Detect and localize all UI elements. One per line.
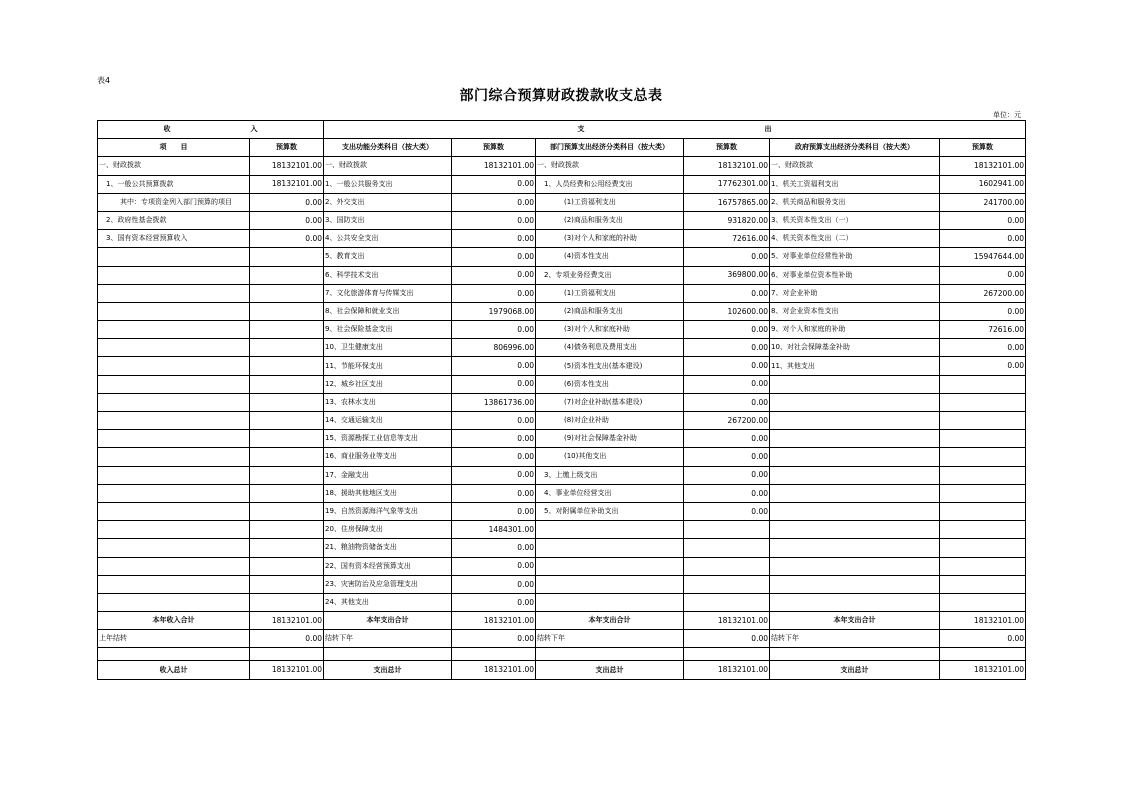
cell-dept-economic-item: (3)对个人和家庭补助 xyxy=(536,321,684,339)
cell-functional-item: 22、国有资本经营预算支出 xyxy=(324,557,452,575)
cell-functional-amount: 0.00 xyxy=(452,193,536,211)
cell-income-amount: 18132101.00 xyxy=(250,612,324,630)
cell-gov-economic-amount: 18132101.00 xyxy=(940,661,1026,679)
cell-dept-economic-amount: 369800.00 xyxy=(684,266,770,284)
cell-gov-economic-item xyxy=(770,448,940,466)
cell-income-item xyxy=(98,466,250,484)
cell-functional-amount: 0.00 xyxy=(452,412,536,430)
col-header-income-item: 项 目 xyxy=(98,139,250,157)
budget-table xyxy=(97,120,1026,680)
cell-functional-amount: 0.00 xyxy=(452,575,536,593)
cell-income-item: 收入总计 xyxy=(98,661,250,679)
cell-income-item xyxy=(98,284,250,302)
cell-dept-economic-amount: 18132101.00 xyxy=(684,157,770,175)
cell-gov-economic-amount xyxy=(940,375,1026,393)
cell-income-item xyxy=(98,484,250,502)
cell-dept-economic-amount: 102600.00 xyxy=(684,302,770,320)
cell-dept-economic-item: 支出总计 xyxy=(536,661,684,679)
cell-income-amount: 0.00 xyxy=(250,630,324,648)
cell-income-item xyxy=(98,321,250,339)
cell-functional-amount: 1979068.00 xyxy=(452,302,536,320)
cell-dept-economic-item xyxy=(536,557,684,575)
cell-gov-economic-amount: 72616.00 xyxy=(940,321,1026,339)
cell-dept-economic-amount: 0.00 xyxy=(684,284,770,302)
cell-functional-item: 3、国防支出 xyxy=(324,211,452,229)
table-row xyxy=(98,484,1026,502)
cell-gov-economic-item: 4、机关资本性支出（二） xyxy=(770,230,940,248)
cell-gov-economic-amount xyxy=(940,484,1026,502)
cell-functional-amount: 0.00 xyxy=(452,630,536,648)
cell-gov-economic-item xyxy=(770,484,940,502)
cell-dept-economic-amount: 0.00 xyxy=(684,393,770,411)
cell-functional-item: 15、资源勘探工业信息等支出 xyxy=(324,430,452,448)
cell-income-item xyxy=(98,430,250,448)
cell-functional-item: 4、公共安全支出 xyxy=(324,230,452,248)
cell-gov-economic-item xyxy=(770,575,940,593)
cell-income-amount: 0.00 xyxy=(250,193,324,211)
cell-gov-economic-amount: 0.00 xyxy=(940,339,1026,357)
col-header-gov-economic-amount: 预算数 xyxy=(940,139,1026,157)
cell-gov-economic-item: 3、机关资本性支出（一） xyxy=(770,211,940,229)
cell-functional-amount: 0.00 xyxy=(452,284,536,302)
cell-gov-economic-amount: 241700.00 xyxy=(940,193,1026,211)
cell-dept-economic-item: (4)债务利息及费用支出 xyxy=(536,339,684,357)
cell-dept-economic-item: (8)对企业补助 xyxy=(536,412,684,430)
cell-dept-economic-amount: 267200.00 xyxy=(684,412,770,430)
cell-dept-economic-amount: 0.00 xyxy=(684,248,770,266)
cell-gov-economic-amount: 0.00 xyxy=(940,230,1026,248)
table-row xyxy=(98,593,1026,611)
cell-gov-economic-amount xyxy=(940,539,1026,557)
cell-gov-economic-amount xyxy=(940,575,1026,593)
cell-dept-economic-item: 一、财政拨款 xyxy=(536,157,684,175)
income-section-header: 收 入 xyxy=(98,121,324,139)
cell-gov-economic-amount xyxy=(940,393,1026,411)
table-row xyxy=(98,557,1026,575)
cell-dept-economic-amount: 0.00 xyxy=(684,630,770,648)
cell-gov-economic-amount: 0.00 xyxy=(940,266,1026,284)
cell-functional-item: 8、社会保障和就业支出 xyxy=(324,302,452,320)
cell-dept-economic-amount: 0.00 xyxy=(684,502,770,520)
col-header-functional-category: 支出功能分类科目（按大类） xyxy=(324,139,452,157)
cell-functional-item: 16、商业服务业等支出 xyxy=(324,448,452,466)
cell-gov-economic-item: 1、机关工资福利支出 xyxy=(770,175,940,193)
cell-income-item xyxy=(98,412,250,430)
cell-functional-amount: 0.00 xyxy=(452,248,536,266)
cell-dept-economic-item: (2)商品和服务支出 xyxy=(536,211,684,229)
cell-gov-economic-item: 一、财政拨款 xyxy=(770,157,940,175)
cell-functional-item: 5、教育支出 xyxy=(324,248,452,266)
cell-gov-economic-item: 2、机关商品和服务支出 xyxy=(770,193,940,211)
col-header-gov-economic-category: 政府预算支出经济分类科目（按大类） xyxy=(770,139,940,157)
cell-dept-economic-item: 2、专项业务经费支出 xyxy=(536,266,684,284)
cell-income-amount xyxy=(250,502,324,520)
cell-functional-amount: 0.00 xyxy=(452,230,536,248)
cell-income-amount xyxy=(250,284,324,302)
cell-dept-economic-amount: 0.00 xyxy=(684,339,770,357)
cell-dept-economic-item: (6)资本性支出 xyxy=(536,375,684,393)
cell-gov-economic-item xyxy=(770,393,940,411)
cell-income-amount xyxy=(250,593,324,611)
table-row xyxy=(98,502,1026,520)
cell-income-item xyxy=(98,539,250,557)
cell-functional-amount: 0.00 xyxy=(452,448,536,466)
cell-dept-economic-amount: 16757865.00 xyxy=(684,193,770,211)
cell-dept-economic-item xyxy=(536,539,684,557)
cell-functional-item: 2、外交支出 xyxy=(324,193,452,211)
cell-income-amount xyxy=(250,539,324,557)
cell-gov-economic-item xyxy=(770,593,940,611)
table-row xyxy=(98,193,1026,211)
cell-income-item: 1、一般公共预算拨款 xyxy=(98,175,250,193)
cell-functional-amount: 0.00 xyxy=(452,539,536,557)
cell-gov-economic-item: 8、对企业资本性支出 xyxy=(770,302,940,320)
column-header-row xyxy=(98,139,1026,157)
cell-gov-economic-amount xyxy=(940,593,1026,611)
empty-cell xyxy=(536,648,684,661)
cell-income-amount xyxy=(250,484,324,502)
cell-gov-economic-amount: 0.00 xyxy=(940,302,1026,320)
cell-gov-economic-amount: 0.00 xyxy=(940,630,1026,648)
cell-dept-economic-item xyxy=(536,593,684,611)
cell-functional-item: 1、一般公共服务支出 xyxy=(324,175,452,193)
cell-income-amount xyxy=(250,266,324,284)
cell-functional-item: 6、科学技术支出 xyxy=(324,266,452,284)
cell-dept-economic-amount: 17762301.00 xyxy=(684,175,770,193)
cell-gov-economic-item xyxy=(770,521,940,539)
cell-gov-economic-item xyxy=(770,539,940,557)
cell-functional-amount: 806996.00 xyxy=(452,339,536,357)
cell-gov-economic-amount xyxy=(940,557,1026,575)
cell-income-amount xyxy=(250,521,324,539)
cell-dept-economic-item: 4、事业单位经营支出 xyxy=(536,484,684,502)
cell-income-amount: 0.00 xyxy=(250,211,324,229)
cell-income-item: 其中：专项资金列入部门预算的项目 xyxy=(98,193,250,211)
cell-functional-amount: 0.00 xyxy=(452,175,536,193)
cell-functional-amount: 0.00 xyxy=(452,211,536,229)
cell-income-item: 一、财政拨款 xyxy=(98,157,250,175)
cell-gov-economic-item: 本年支出合计 xyxy=(770,612,940,630)
cell-gov-economic-amount: 1602941.00 xyxy=(940,175,1026,193)
cell-dept-economic-item: (2)商品和服务支出 xyxy=(536,302,684,320)
cell-income-item xyxy=(98,375,250,393)
cell-gov-economic-item xyxy=(770,375,940,393)
cell-functional-item: 18、援助其他地区支出 xyxy=(324,484,452,502)
cell-income-item xyxy=(98,302,250,320)
cell-gov-economic-item: 9、对个人和家庭的补助 xyxy=(770,321,940,339)
cell-income-item: 3、国有资本经营预算收入 xyxy=(98,230,250,248)
table-row xyxy=(98,575,1026,593)
cell-functional-item: 21、粮油物资储备支出 xyxy=(324,539,452,557)
cell-gov-economic-amount: 18132101.00 xyxy=(940,157,1026,175)
cell-functional-amount: 0.00 xyxy=(452,484,536,502)
carry-over-row xyxy=(98,630,1026,648)
empty-cell xyxy=(452,648,536,661)
table-row xyxy=(98,393,1026,411)
table-row xyxy=(98,284,1026,302)
cell-dept-economic-amount: 0.00 xyxy=(684,375,770,393)
cell-gov-economic-item: 11、其他支出 xyxy=(770,357,940,375)
cell-dept-economic-amount: 18132101.00 xyxy=(684,612,770,630)
cell-functional-item: 13、农林水支出 xyxy=(324,393,452,411)
cell-dept-economic-item xyxy=(536,521,684,539)
cell-functional-amount: 18132101.00 xyxy=(452,612,536,630)
cell-functional-amount: 0.00 xyxy=(452,466,536,484)
cell-dept-economic-item: (4)资本性支出 xyxy=(536,248,684,266)
cell-functional-item: 11、节能环保支出 xyxy=(324,357,452,375)
cell-functional-item: 本年支出合计 xyxy=(324,612,452,630)
cell-functional-amount: 0.00 xyxy=(452,375,536,393)
col-header-dept-economic-category: 部门预算支出经济分类科目（按大类） xyxy=(536,139,684,157)
col-header-income-amount: 预算数 xyxy=(250,139,324,157)
cell-functional-amount: 0.00 xyxy=(452,557,536,575)
empty-cell xyxy=(940,648,1026,661)
cell-gov-economic-item xyxy=(770,466,940,484)
cell-dept-economic-amount: 0.00 xyxy=(684,466,770,484)
cell-functional-item: 结转下年 xyxy=(324,630,452,648)
cell-gov-economic-amount: 0.00 xyxy=(940,211,1026,229)
cell-income-amount: 18132101.00 xyxy=(250,661,324,679)
cell-income-item xyxy=(98,248,250,266)
cell-income-amount: 0.00 xyxy=(250,230,324,248)
cell-income-item xyxy=(98,557,250,575)
cell-gov-economic-item: 7、对企业补助 xyxy=(770,284,940,302)
cell-gov-economic-item: 6、对事业单位资本性补助 xyxy=(770,266,940,284)
cell-functional-amount: 0.00 xyxy=(452,502,536,520)
table-row xyxy=(98,448,1026,466)
cell-gov-economic-amount xyxy=(940,448,1026,466)
cell-dept-economic-item: 1、人员经费和公用经费支出 xyxy=(536,175,684,193)
table-row xyxy=(98,412,1026,430)
cell-dept-economic-item: (1)工资福利支出 xyxy=(536,193,684,211)
cell-functional-item: 19、自然资源海洋气象等支出 xyxy=(324,502,452,520)
cell-functional-item: 10、卫生健康支出 xyxy=(324,339,452,357)
cell-dept-economic-amount: 0.00 xyxy=(684,430,770,448)
cell-functional-item: 一、财政拨款 xyxy=(324,157,452,175)
cell-functional-item: 24、其他支出 xyxy=(324,593,452,611)
cell-gov-economic-amount: 267200.00 xyxy=(940,284,1026,302)
grand-total-row xyxy=(98,661,1026,679)
cell-functional-item: 23、灾害防治及应急管理支出 xyxy=(324,575,452,593)
table-row xyxy=(98,266,1026,284)
cell-gov-economic-item: 5、对事业单位经常性补助 xyxy=(770,248,940,266)
cell-income-amount xyxy=(250,375,324,393)
cell-income-amount xyxy=(250,357,324,375)
table-row xyxy=(98,175,1026,193)
cell-functional-amount: 18132101.00 xyxy=(452,157,536,175)
cell-gov-economic-amount xyxy=(940,430,1026,448)
spacer-row xyxy=(98,648,1026,661)
cell-gov-economic-item xyxy=(770,430,940,448)
table-row xyxy=(98,321,1026,339)
cell-income-amount xyxy=(250,430,324,448)
cell-income-item: 2、政府性基金拨款 xyxy=(98,211,250,229)
cell-income-item xyxy=(98,593,250,611)
cell-income-amount: 18132101.00 xyxy=(250,175,324,193)
table-row xyxy=(98,248,1026,266)
cell-income-amount xyxy=(250,302,324,320)
table-row xyxy=(98,466,1026,484)
cell-gov-economic-amount xyxy=(940,502,1026,520)
table-row xyxy=(98,339,1026,357)
unit-label: 单位：元 xyxy=(993,111,1021,119)
cell-dept-economic-item: (3)对个人和家庭的补助 xyxy=(536,230,684,248)
cell-income-amount xyxy=(250,575,324,593)
cell-gov-economic-item: 支出总计 xyxy=(770,661,940,679)
cell-gov-economic-item xyxy=(770,557,940,575)
col-header-functional-amount: 预算数 xyxy=(452,139,536,157)
cell-functional-amount: 0.00 xyxy=(452,430,536,448)
cell-dept-economic-amount: 931820.00 xyxy=(684,211,770,229)
cell-functional-amount: 18132101.00 xyxy=(452,661,536,679)
cell-gov-economic-amount xyxy=(940,466,1026,484)
cell-gov-economic-amount: 15947644.00 xyxy=(940,248,1026,266)
empty-cell xyxy=(770,648,940,661)
cell-gov-economic-amount: 18132101.00 xyxy=(940,612,1026,630)
cell-dept-economic-item: 3、上缴上级支出 xyxy=(536,466,684,484)
cell-dept-economic-item: 本年支出合计 xyxy=(536,612,684,630)
cell-income-item: 上年结转 xyxy=(98,630,250,648)
cell-functional-amount: 0.00 xyxy=(452,266,536,284)
cell-functional-item: 支出总计 xyxy=(324,661,452,679)
cell-income-amount xyxy=(250,248,324,266)
cell-functional-item: 17、金融支出 xyxy=(324,466,452,484)
cell-dept-economic-amount xyxy=(684,575,770,593)
expense-section-header: 支 出 xyxy=(324,121,1026,139)
cell-gov-economic-item xyxy=(770,502,940,520)
cell-income-item xyxy=(98,339,250,357)
cell-income-amount xyxy=(250,393,324,411)
empty-cell xyxy=(684,648,770,661)
cell-gov-economic-amount xyxy=(940,412,1026,430)
cell-dept-economic-amount: 72616.00 xyxy=(684,230,770,248)
table-row xyxy=(98,302,1026,320)
cell-income-amount xyxy=(250,339,324,357)
col-header-dept-economic-amount: 预算数 xyxy=(684,139,770,157)
cell-dept-economic-amount xyxy=(684,557,770,575)
page-title: 部门综合预算财政拨款收支总表 xyxy=(459,88,663,104)
cell-dept-economic-amount: 0.00 xyxy=(684,321,770,339)
cell-dept-economic-item: 结转下年 xyxy=(536,630,684,648)
cell-functional-amount: 0.00 xyxy=(452,593,536,611)
cell-income-amount: 18132101.00 xyxy=(250,157,324,175)
cell-income-amount xyxy=(250,321,324,339)
cell-functional-amount: 0.00 xyxy=(452,321,536,339)
table-row xyxy=(98,375,1026,393)
cell-income-amount xyxy=(250,448,324,466)
cell-income-amount xyxy=(250,557,324,575)
table-row xyxy=(98,539,1026,557)
cell-gov-economic-item: 结转下年 xyxy=(770,630,940,648)
table-row xyxy=(98,521,1026,539)
cell-functional-amount: 13861736.00 xyxy=(452,393,536,411)
cell-income-item xyxy=(98,357,250,375)
empty-cell xyxy=(98,648,250,661)
cell-dept-economic-item: (5)资本性支出(基本建设) xyxy=(536,357,684,375)
table-row xyxy=(98,357,1026,375)
cell-income-item: 本年收入合计 xyxy=(98,612,250,630)
cell-dept-economic-amount: 18132101.00 xyxy=(684,661,770,679)
cell-functional-amount: 0.00 xyxy=(452,357,536,375)
cell-functional-item: 9、社会保险基金支出 xyxy=(324,321,452,339)
cell-gov-economic-item xyxy=(770,412,940,430)
table-row xyxy=(98,157,1026,175)
cell-dept-economic-item: 5、对附属单位补助支出 xyxy=(536,502,684,520)
cell-dept-economic-amount xyxy=(684,593,770,611)
table-row xyxy=(98,211,1026,229)
cell-gov-economic-item: 10、对社会保障基金补助 xyxy=(770,339,940,357)
empty-cell xyxy=(324,648,452,661)
cell-income-item xyxy=(98,575,250,593)
table-row xyxy=(98,230,1026,248)
section-header-row xyxy=(98,121,1026,139)
cell-dept-economic-amount: 0.00 xyxy=(684,448,770,466)
cell-income-amount xyxy=(250,412,324,430)
table-row xyxy=(98,430,1026,448)
year-total-row xyxy=(98,612,1026,630)
cell-dept-economic-item: (10)其他支出 xyxy=(536,448,684,466)
cell-dept-economic-amount: 0.00 xyxy=(684,484,770,502)
cell-functional-item: 12、城乡社区支出 xyxy=(324,375,452,393)
cell-functional-amount: 1484301.00 xyxy=(452,521,536,539)
cell-income-item xyxy=(98,448,250,466)
cell-income-item xyxy=(98,393,250,411)
cell-dept-economic-item xyxy=(536,575,684,593)
cell-gov-economic-amount xyxy=(940,521,1026,539)
cell-income-item xyxy=(98,266,250,284)
cell-functional-item: 7、文化旅游体育与传媒支出 xyxy=(324,284,452,302)
cell-income-item xyxy=(98,521,250,539)
cell-income-amount xyxy=(250,466,324,484)
table-number: 表4 xyxy=(97,76,111,85)
cell-dept-economic-item: (9)对社会保障基金补助 xyxy=(536,430,684,448)
cell-functional-item: 20、住房保障支出 xyxy=(324,521,452,539)
cell-functional-item: 14、交通运输支出 xyxy=(324,412,452,430)
cell-dept-economic-amount xyxy=(684,521,770,539)
cell-income-item xyxy=(98,502,250,520)
cell-dept-economic-amount: 0.00 xyxy=(684,357,770,375)
cell-dept-economic-item: (1)工资福利支出 xyxy=(536,284,684,302)
cell-dept-economic-item: (7)对企业补助(基本建设) xyxy=(536,393,684,411)
cell-dept-economic-amount xyxy=(684,539,770,557)
cell-gov-economic-amount: 0.00 xyxy=(940,357,1026,375)
empty-cell xyxy=(250,648,324,661)
